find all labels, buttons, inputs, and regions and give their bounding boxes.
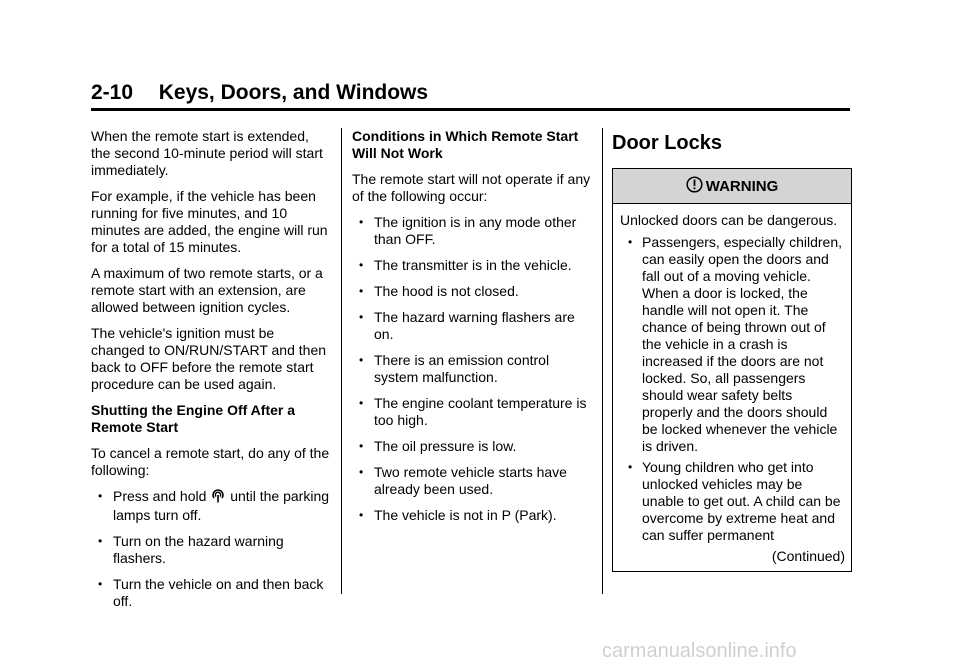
column-2 <box>352 128 592 533</box>
bullet: • <box>98 577 103 591</box>
column-3 <box>612 128 852 572</box>
warning-body <box>613 204 851 571</box>
list-item: • Two remote vehicle starts have already been used. <box>359 464 567 497</box>
paragraph: For example, if the vehicle has been running for five minutes, and 10 minutes are added, the engine will run for a total of 15 minutes. <box>91 188 328 255</box>
warning-box <box>612 168 852 572</box>
bullet: • <box>98 489 103 503</box>
bullet: • <box>359 353 364 367</box>
column-divider <box>341 128 342 594</box>
list-item: • Turn the vehicle on and then back off. <box>98 576 324 609</box>
bullet: • <box>359 258 364 272</box>
bullet: • <box>359 508 364 522</box>
list-item: • Passengers, especially children, can easily open the doors and fall out of a moving vehicle. When a door is locked, the handle will not open it. The chance of being thrown out of the vehicle in a crash is increased if the doors are not locked. So, all passengers should wear safety belts properly and the doors should be locked whenever the vehicle is driven. <box>628 234 842 454</box>
list-item: • The transmitter is in the vehicle. <box>359 257 572 273</box>
bullet: • <box>359 284 364 298</box>
list-item: • Young children who get into unlocked vehicles may be unable to get out. A child can be overcome by extreme heat and can suffer permanent <box>628 459 841 543</box>
column-divider <box>602 128 603 594</box>
column-1 <box>91 128 331 619</box>
warning-header <box>613 169 851 204</box>
bullet: • <box>628 235 633 249</box>
bullet: • <box>359 215 364 229</box>
list-item: • Turn on the hazard warning flashers. <box>98 533 284 566</box>
paragraph: To cancel a remote start, do any of the following: <box>91 445 330 478</box>
chapter-title: Keys, Doors, and Windows <box>158 81 429 104</box>
bullet: • <box>359 396 364 410</box>
bullet: • <box>359 310 364 324</box>
continued-label: (Continued) <box>771 548 845 564</box>
list-item: • The hood is not closed. <box>359 283 519 299</box>
list-item: • The hazard warning flashers are on. <box>359 309 575 342</box>
bullet: • <box>359 439 364 453</box>
header-rule <box>91 108 850 111</box>
list-item: • The engine coolant temperature is too high. <box>359 395 587 428</box>
bullet: • <box>628 460 633 474</box>
paragraph: The vehicle's ignition must be changed to ON/RUN/START and then back to OFF before the remote start procedure can be used again. <box>91 325 327 392</box>
warning-intro: Unlocked doors can be dangerous. <box>620 212 838 228</box>
bullet: • <box>98 534 103 548</box>
list-item: • The oil pressure is low. <box>359 438 517 454</box>
sub-heading: Shutting the Engine Off After a Remote Start <box>91 402 296 435</box>
page-header <box>91 80 850 106</box>
warning-label: WARNING <box>705 177 779 195</box>
warning-icon <box>686 176 703 197</box>
header-text <box>91 80 850 106</box>
list-item: • There is an emission control system malfunction. <box>359 352 550 385</box>
paragraph: When the remote start is extended, the second 10-minute period will start immediately. <box>91 128 323 178</box>
paragraph: The remote start will not operate if any of the following occur: <box>352 171 591 204</box>
paragraph: A maximum of two remote starts, or a remote start with an extension, are allowed between ignition cycles. <box>91 265 323 315</box>
section-title: Door Locks <box>612 132 723 154</box>
list-item: • The ignition is in any mode other than OFF. <box>359 214 577 247</box>
page-number: 2-10 <box>91 81 134 104</box>
list-item: • Press and hold until the parking lamps turn off. <box>98 488 330 523</box>
list-item: • The vehicle is not in P (Park). <box>359 507 557 523</box>
sub-heading: Conditions in Which Remote Start Will Not Work <box>352 128 579 161</box>
bullet: • <box>359 465 364 479</box>
watermark: carmanualsonline.info <box>602 640 797 662</box>
remote-start-icon <box>212 488 224 507</box>
